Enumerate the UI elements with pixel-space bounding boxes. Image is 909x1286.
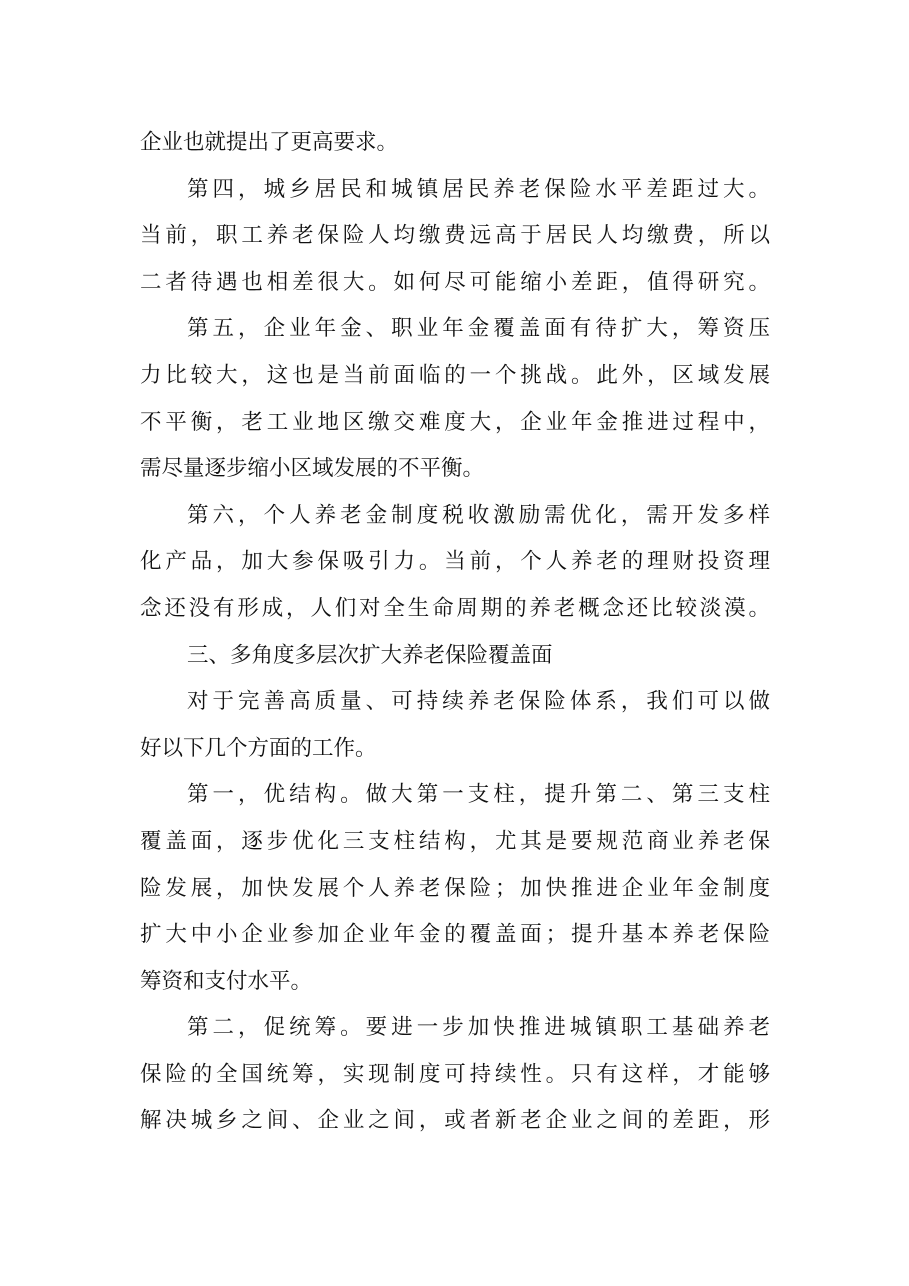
document-page bbox=[140, 120, 770, 1145]
text-line: 当前，职工养老保险人均缴费远高于居民人均缴费，所以 bbox=[140, 223, 770, 249]
text-line: 不平衡，老工业地区缴交难度大，企业年金推进过程中， bbox=[140, 409, 770, 435]
text-line: 念还没有形成，人们对全生命周期的养老概念还比较淡漠。 bbox=[140, 595, 770, 621]
paragraph-first-line: 第二，促统筹。要进一步加快推进城镇职工基础养老 bbox=[187, 1015, 770, 1041]
text-line: 企业也就提出了更高要求。 bbox=[140, 130, 399, 155]
text-line: 二者待遇也相差很大。如何尽可能缩小差距，值得研究。 bbox=[140, 269, 770, 295]
paragraph-first-line: 第四，城乡居民和城镇居民养老保险水平差距过大。 bbox=[187, 176, 770, 202]
paragraph-first-line: 第五，企业年金、职业年金覆盖面有待扩大，筹资压 bbox=[187, 316, 770, 342]
text-line: 险发展，加快发展个人养老保险；加快推进企业年金制度 bbox=[140, 875, 770, 901]
text-line: 保险的全国统筹，实现制度可持续性。只有这样，才能够 bbox=[140, 1061, 770, 1087]
text-line: 筹资和支付水平。 bbox=[140, 968, 313, 994]
section-heading: 三、多角度多层次扩大养老保险覆盖面 bbox=[187, 642, 553, 668]
text-line: 力比较大，这也是当前面临的一个挑战。此外，区域发展 bbox=[140, 362, 770, 388]
text-line: 扩大中小企业参加企业年金的覆盖面；提升基本养老保险 bbox=[140, 922, 770, 948]
text-line: 好以下几个方面的工作。 bbox=[140, 735, 377, 761]
paragraph-first-line: 第一，优结构。做大第一支柱，提升第二、第三支柱 bbox=[187, 782, 770, 808]
text-line: 覆盖面，逐步优化三支柱结构，尤其是要规范商业养老保 bbox=[140, 828, 770, 854]
paragraph-first-line: 第六，个人养老金制度税收激励需优化，需开发多样 bbox=[187, 502, 770, 528]
text-line: 需尽量逐步缩小区域发展的不平衡。 bbox=[140, 456, 485, 482]
text-line: 解决城乡之间、企业之间，或者新老企业之间的差距，形 bbox=[140, 1108, 770, 1134]
paragraph-first-line: 对于完善高质量、可持续养老保险体系，我们可以做 bbox=[187, 689, 770, 715]
text-line: 化产品，加大参保吸引力。当前，个人养老的理财投资理 bbox=[140, 549, 770, 575]
